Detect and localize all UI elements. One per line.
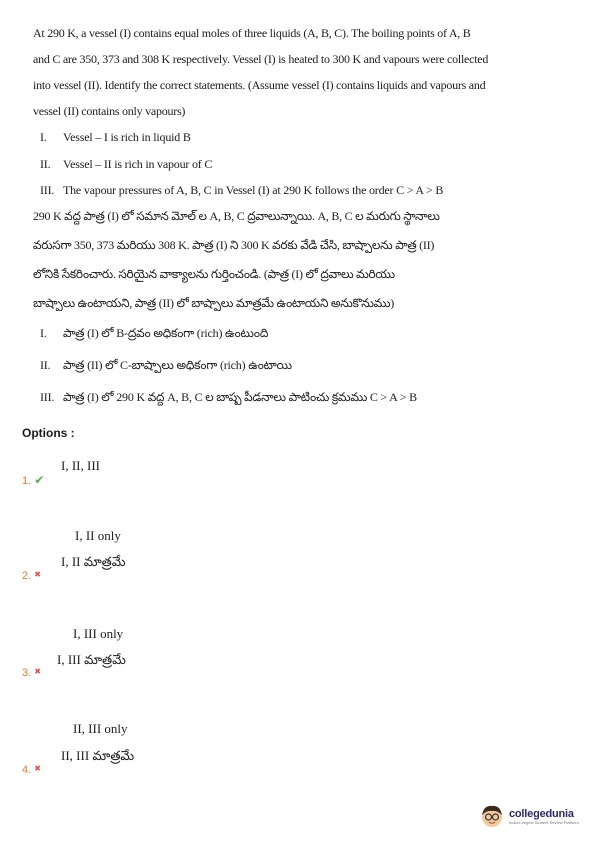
- option-3-telugu: I, III మాత్రమే: [57, 652, 126, 667]
- option-3-text: I, III only: [73, 626, 124, 641]
- question-line-4: vessel (II) contains only vapours): [33, 104, 186, 118]
- check-icon: ✔: [34, 473, 45, 487]
- option-number-label: 2.: [22, 570, 32, 582]
- option-2-telugu: I, II మాత్రమే: [61, 554, 126, 569]
- question-telugu-line-3: లోనికి సేకరించారు. సరియైన వాక్యాలను గుర్తించండి. (పాత్ర (I) లో ద్రవాలు మరియు: [33, 267, 395, 281]
- statement-text: పాత్ర (II) లో C-బాష్పాలు అధికంగా (rich) ఉంటాయి: [63, 358, 292, 372]
- option-2-number: [22, 570, 41, 582]
- statement-roman: III.: [40, 183, 55, 197]
- option-1-text: I, II, III: [61, 458, 100, 473]
- question-telugu-line-2: వరుసగా 350, 373 మరియు 308 K. పాత్ర (I) ని 300 K వరకు వేడి చేసి, బాష్పాలను పాత్ర (II): [33, 238, 435, 252]
- question-line-3: into vessel (II). Identify the correct statements. (Assume vessel (I) contains liquids and vapours and: [33, 78, 486, 92]
- statement-roman: III.: [40, 390, 55, 404]
- statement-text: పాత్ర (I) లో 290 K వద్ద A, B, C ల బాష్ప పీడనాలు పాటించు క్రమము C > A > B: [63, 390, 417, 404]
- question-telugu-line-1: 290 K వద్ద పాత్ర (I) లో సమాన మోల్ ల A, B, C ద్రవాలున్నాయి. A, B, C ల మరుగు స్థానాలు: [33, 209, 440, 223]
- option-3-number: [22, 667, 41, 679]
- collegedunia-logo: [479, 798, 589, 834]
- statement-text: పాత్ర (I) లో B-ద్రవం అధికంగా (rich) ఉంటుంది: [63, 326, 269, 340]
- option-4-text: II, III only: [73, 721, 128, 736]
- option-number-label: 3.: [22, 667, 32, 679]
- logo-tagline: India's largest Student Review Platform: [509, 819, 579, 825]
- cross-icon: ✖: [34, 764, 41, 773]
- options-heading: Options :: [22, 426, 75, 440]
- statement-roman: II.: [40, 358, 51, 372]
- statement-text: Vessel – II is rich in vapour of C: [63, 157, 213, 171]
- option-number-label: 4.: [22, 764, 32, 776]
- option-4-number: [22, 764, 41, 776]
- question-line-2: and C are 350, 373 and 308 K respectively. Vessel (I) is heated to 300 K and vapours were collected: [33, 52, 489, 66]
- statement-roman: I.: [40, 326, 47, 340]
- option-number-label: 1.: [22, 475, 32, 487]
- cross-icon: ✖: [34, 667, 41, 676]
- option-1-number: [22, 473, 44, 487]
- statement-roman: I.: [40, 130, 47, 144]
- option-4-telugu: II, III మాత్రమే: [61, 748, 135, 763]
- cross-icon: ✖: [34, 570, 41, 579]
- question-line-1: At 290 K, a vessel (I) contains equal moles of three liquids (A, B, C). The boiling points of A, B: [33, 26, 471, 40]
- mascot-icon: [479, 803, 505, 829]
- option-2-text: I, II only: [75, 528, 121, 543]
- statement-text: Vessel – I is rich in liquid B: [63, 130, 191, 144]
- statement-text: The vapour pressures of A, B, C in Vessel (I) at 290 K follows the order C > A > B: [63, 183, 444, 197]
- logo-name: collegedunia: [509, 807, 574, 820]
- question-telugu-line-4: బాష్పాలు ఉంటాయని, పాత్ర (II) లో బాష్పాలు మాత్రమే ఉంటాయని అనుకొనుము): [33, 296, 394, 310]
- logo-text: [509, 808, 579, 825]
- statement-roman: II.: [40, 157, 51, 171]
